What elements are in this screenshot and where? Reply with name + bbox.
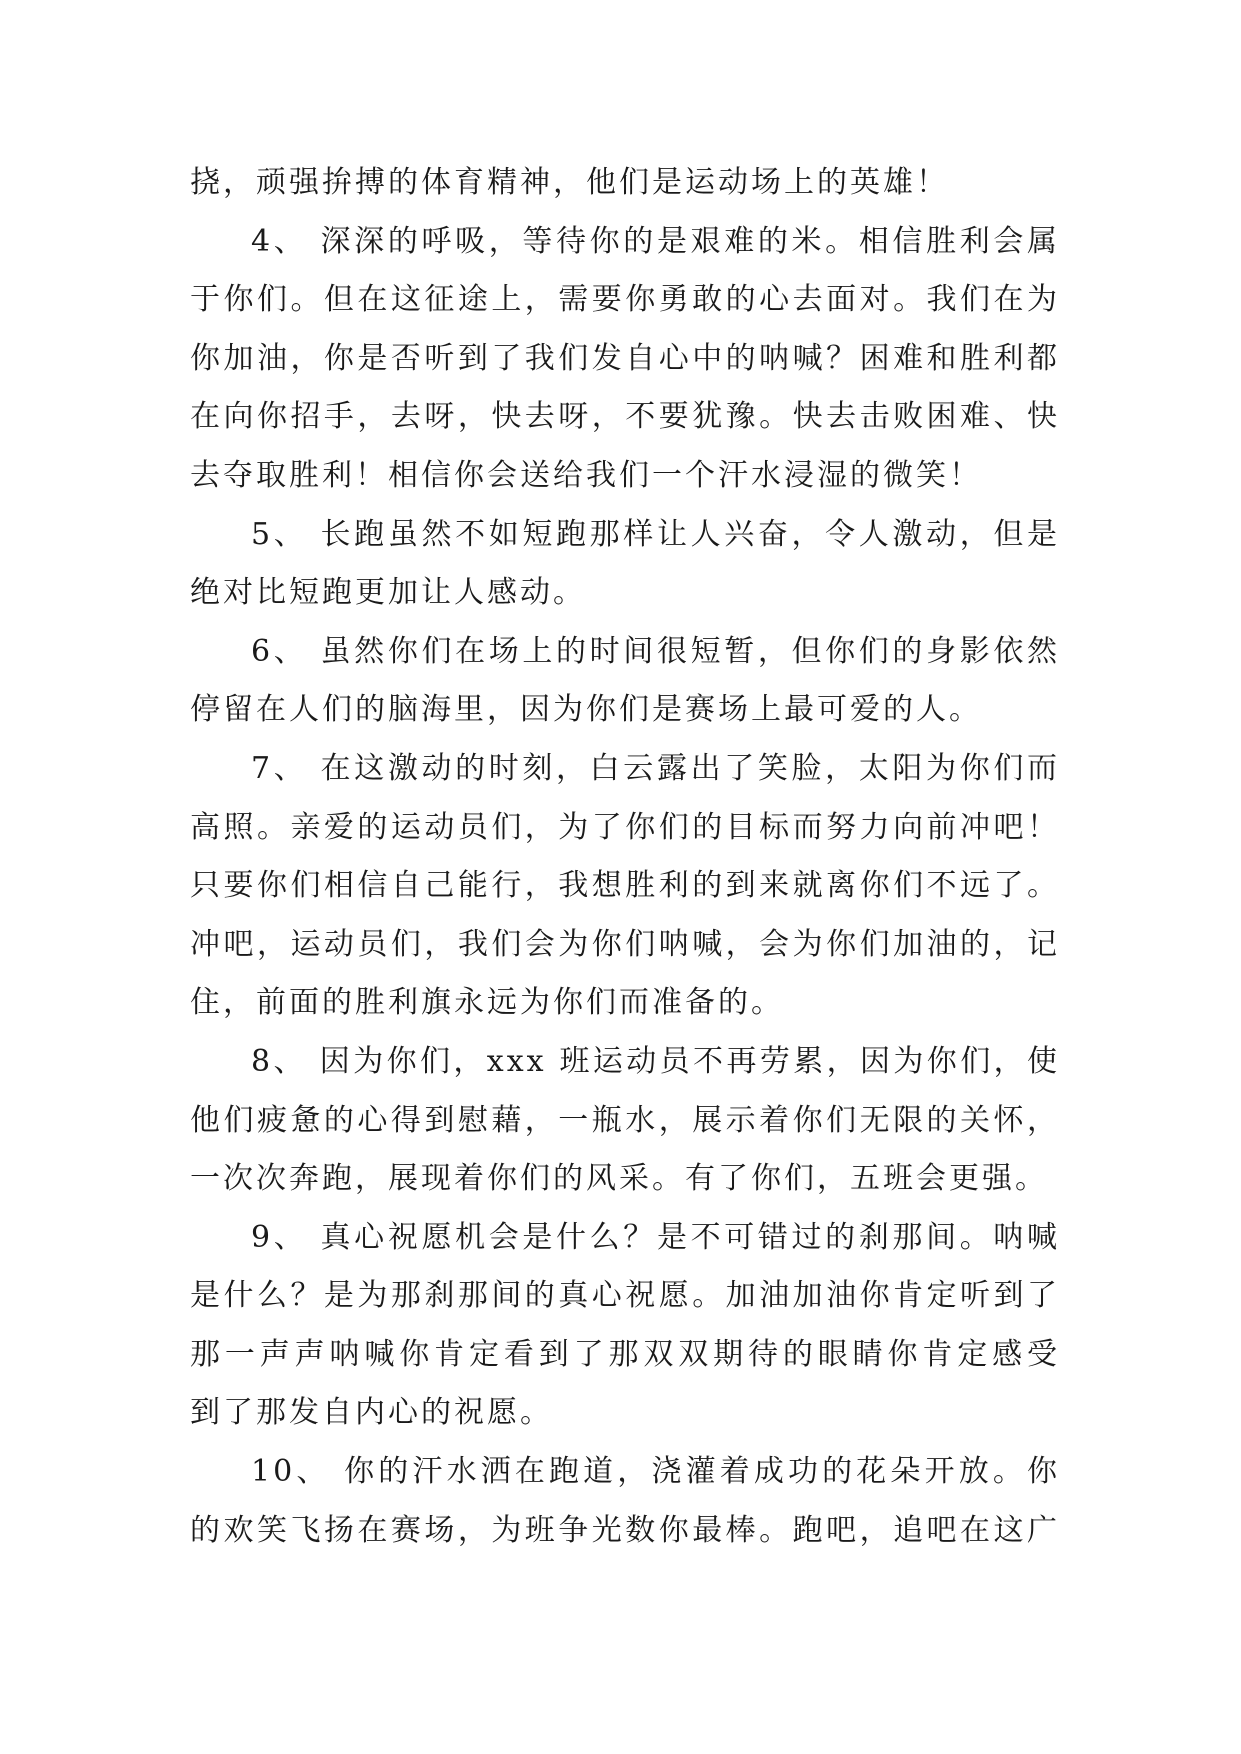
text-line: 他们疲惫的心得到慰藉，一瓶水，展示着你们无限的关怀， bbox=[190, 1102, 1060, 1138]
text-line: 你加油，你是否听到了我们发自心中的呐喊？困难和胜利都 bbox=[190, 340, 1060, 376]
text-line: 于你们。但在这征途上，需要你勇敢的心去面对。我们在为 bbox=[190, 282, 1060, 318]
text-line: 绝对比短跑更加让人感动。 bbox=[190, 575, 586, 611]
text-line: 6、 虽然你们在场上的时间很短暂，但你们的身影依然 bbox=[251, 633, 1060, 669]
text-line: 8、 因为你们，xxx 班运动员不再劳累，因为你们，使 bbox=[251, 1043, 1060, 1079]
text-line: 4、 深深的呼吸，等待你的是艰难的米。相信胜利会属 bbox=[251, 223, 1060, 259]
text-line: 挠，顽强拚搏的体育精神，他们是运动场上的英雄！ bbox=[190, 165, 949, 200]
text-line: 是什么？是为那刹那间的真心祝愿。加油加油你肯定听到了 bbox=[190, 1278, 1060, 1314]
text-line: 住，前面的胜利旗永远为你们而准备的。 bbox=[190, 985, 784, 1021]
text-line: 到了那发自内心的祝愿。 bbox=[190, 1395, 553, 1431]
text-line: 高照。亲爱的运动员们，为了你们的目标而努力向前冲吧！ bbox=[190, 809, 1060, 845]
document-body-text bbox=[190, 154, 1060, 1560]
text-line: 只要你们相信自己能行，我想胜利的到来就离你们不远了。 bbox=[190, 868, 1060, 904]
text-line: 在向你招手，去呀，快去呀，不要犹豫。快去击败困难、快 bbox=[190, 399, 1060, 435]
text-line: 5、 长跑虽然不如短跑那样让人兴奋，令人激动，但是 bbox=[251, 516, 1060, 552]
text-line: 的欢笑飞扬在赛场，为班争光数你最棒。跑吧，追吧在这广 bbox=[190, 1512, 1060, 1548]
text-line: 一次次奔跑，展现着你们的风采。有了你们，五班会更强。 bbox=[190, 1161, 1048, 1197]
text-line: 那一声声呐喊你肯定看到了那双双期待的眼睛你肯定感受 bbox=[190, 1336, 1060, 1372]
text-line: 去夺取胜利！相信你会送给我们一个汗水浸湿的微笑！ bbox=[190, 457, 982, 493]
text-line: 10、 你的汗水洒在跑道，浇灌着成功的花朵开放。你 bbox=[251, 1454, 1060, 1490]
text-line: 停留在人们的脑海里，因为你们是赛场上最可爱的人。 bbox=[190, 692, 982, 728]
text-line: 9、 真心祝愿机会是什么？是不可错过的刹那间。呐喊 bbox=[251, 1219, 1060, 1255]
text-line: 7、 在这激动的时刻，白云露出了笑脸，太阳为你们而 bbox=[251, 750, 1060, 786]
text-line: 冲吧，运动员们，我们会为你们呐喊，会为你们加油的，记 bbox=[190, 926, 1060, 962]
